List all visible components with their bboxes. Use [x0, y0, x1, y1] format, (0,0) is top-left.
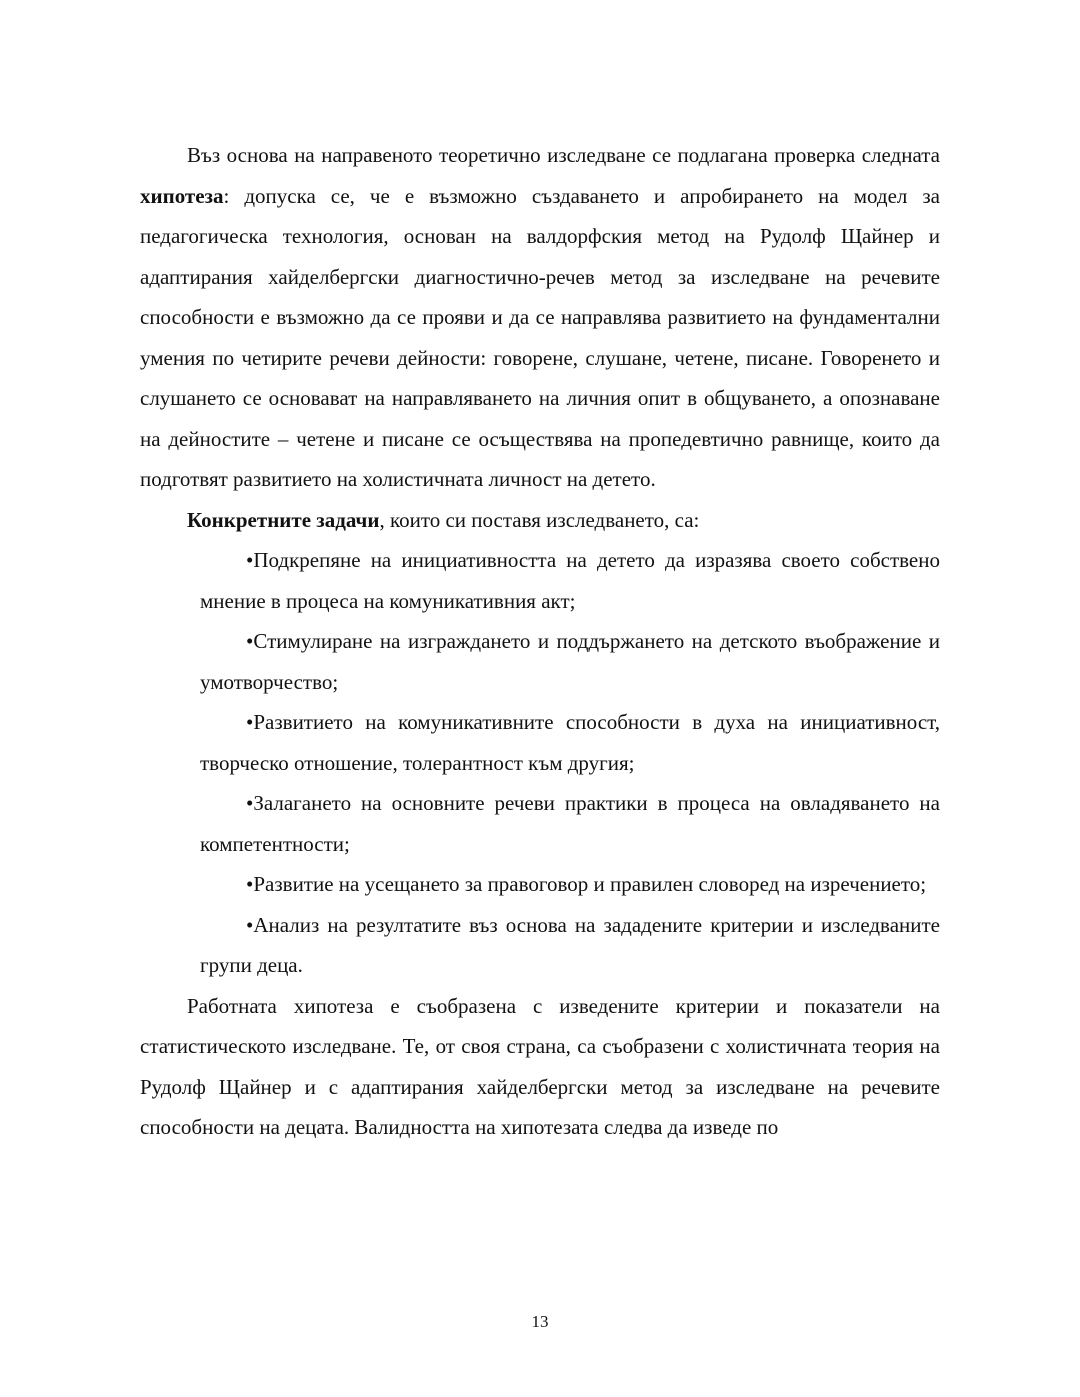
page-number: 13 [531, 1312, 549, 1331]
bullet-icon: • [246, 629, 254, 653]
list-item [200, 621, 940, 702]
paragraph-hypothesis-text-start: Въз основа на направеното теоретично изследване се подлагана проверка следната [187, 143, 940, 167]
bullet-icon: • [246, 710, 254, 734]
bullet-icon: • [246, 548, 254, 572]
list-item [200, 905, 940, 986]
document-body [140, 135, 940, 1148]
list-item-text: Анализ на резултатите въз основа на зададените критерии и изследваните групи деца. [200, 912, 940, 977]
tasks-term: Конкретните задачи [187, 507, 380, 532]
list-item-text: Стимулиране на изграждането и поддържането на детското въображение и умотворчество; [200, 629, 940, 694]
list-item [200, 864, 940, 905]
paragraph-tasks-intro [140, 500, 940, 541]
list-item [200, 783, 940, 864]
hypothesis-term: хипотеза [140, 183, 224, 208]
list-item-text: Подкрепяне на инициативността на детето да изразява своето собствено мнение в процеса на комуникативния акт; [200, 548, 940, 613]
paragraph-hypothesis [140, 135, 940, 500]
list-item-text: Развитието на комуникативните способности в духа на инициативност, творческо отношение, толерантност към другия; [200, 710, 940, 775]
bullet-icon: • [246, 791, 254, 815]
tasks-list [140, 540, 940, 986]
list-item-text: Залагането на основните речеви практики в процеса на овладяването на компетентности; [200, 791, 940, 856]
paragraph-working-hypothesis: Работната хипотеза е съобразена с изведените критерии и показатели на статистическото изследване. Те, от своя страна, са съобразени с холистичната теория на Рудолф Щайнер и с адаптирания хайделбергски метод за изследване на речевите способности на децата. Валидността на хипотезата следва да изведе по [140, 993, 940, 1139]
list-item-text: Развитие на усещането за правоговор и правилен словоред на изречението; [253, 872, 927, 896]
list-item [200, 540, 940, 621]
tasks-intro-text: , които си поставя изследването, са: [379, 507, 700, 532]
bullet-icon: • [246, 912, 254, 937]
paragraph-hypothesis-text-end: : допуска се, че е възможно създаването и апробирането на модел за педагогическа технология, основан на валдорфския метод на Рудолф Щайнер и адаптирания хайделбергски диагностично-речев метод за изследване на речевите способности е възможно да се прояви и да се направлява развитието на фундаментални умения по четирите речеви дейности: говорене, слушане, четене, писане. Говоренето и слушането се основават на направляването на личния опит в общуването, а опознаване на дейностите – четене и писане се осъществява на пропедевтично равнище, които да подготвят развитието на холистичната личност на детето. [140, 183, 940, 491]
bullet-icon: • [246, 872, 254, 896]
list-item [200, 702, 940, 783]
